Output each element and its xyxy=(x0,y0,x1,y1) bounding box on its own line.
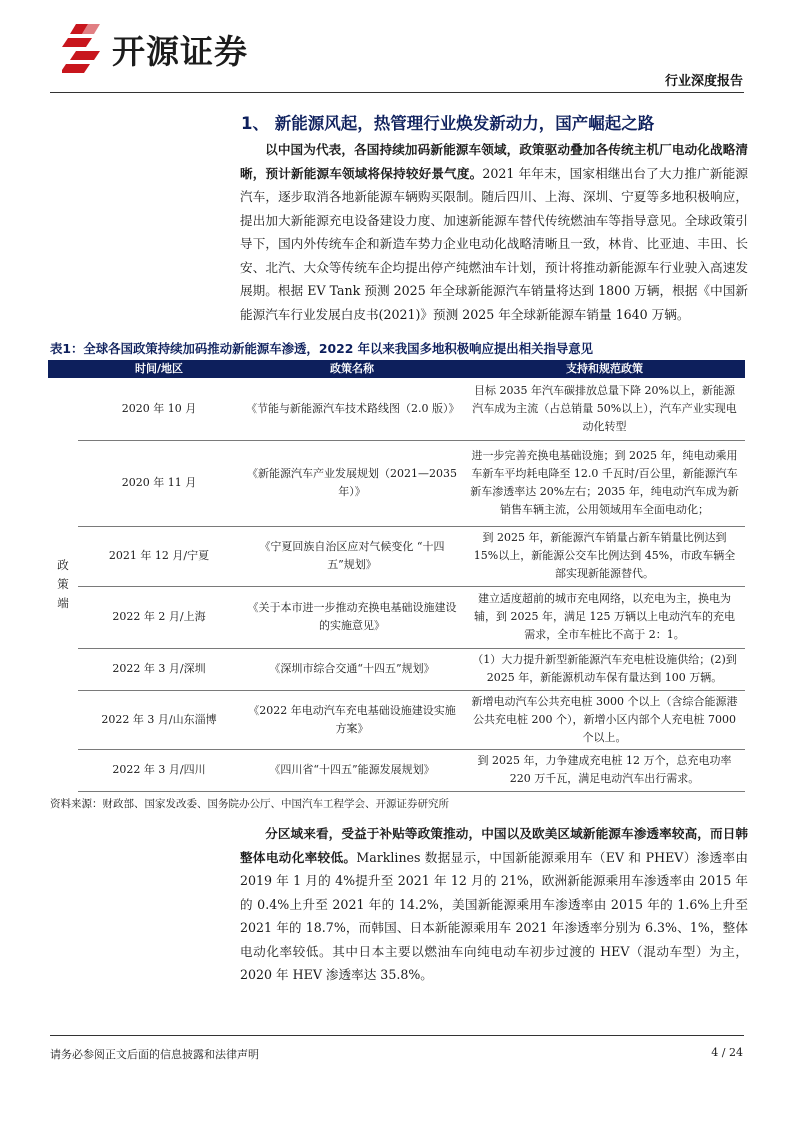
para1-lead: 以中国为代表，各国持续加码新能源车领域，政策驱动叠加各传统主机厂电动化战略清晰，预计新能源车领域将保持较好景气度。 xyxy=(240,142,748,181)
table-row xyxy=(48,749,745,791)
cell-name: 《宁夏回族自治区应对气候变化 “十四五”规划》 xyxy=(240,526,464,586)
header-divider xyxy=(50,92,744,93)
table-row xyxy=(48,378,745,440)
table-title: 表1：全球各国政策持续加码推动新能源车渗透，2022 年以来我国多地积极响应提出相关指导意见 xyxy=(50,341,594,356)
cell-name: 《关于本市进一步推动充换电基础设施建设的实施意见》 xyxy=(240,586,464,648)
footer-disclaimer: 请务必参阅正文后面的信息披露和法律声明 xyxy=(50,1048,259,1061)
para2-lead: 分区域来看，受益于补贴等政策推动，中国以及欧美区域新能源车渗透率较高，而日韩整体电动化率较低。 xyxy=(240,826,748,865)
para1-text: 2021 年年末，国家相继出台了大力推广新能源汽车，逐步取消各地新能源车辆购买限制。随后四川、上海、深圳、宁夏等多地积极响应，提出加大新能源充电设备建设力度、加速新能源车替代传统燃油车等指导意见。全球政策引导下，国内外传统车企和新造车势力企业电动化战略清晰且一致，林肯、比亚迪、丰田、长安、北汽、大众等传统车企均提出停产纯燃油车计划，预计将推动新能源车行业驶入高速发展期。根据 EV Tank 预测 2025 年全球新能源汽车销量将达到 1800 万辆，根据《中国新能源汽车行业发展白皮书(2021)》预测 2025 年全球新能源车销量 1640 万辆。 xyxy=(240,165,749,322)
footer-divider xyxy=(50,1035,744,1036)
cell-detail: （1）大力提升新型新能源汽车充电桩设施供给；(2)到 2025 年，新能源机动车保有量达到 100 万辆。 xyxy=(464,648,745,690)
cell-detail: 进一步完善充换电基础设施；到 2025 年，纯电动乘用车新车平均耗电降至 12.0 千瓦时/百公里，新能源汽车新车渗透率达 20%左右；2035 年，纯电动汽车成为新销售车辆主流，公用领域用车全面电动化； xyxy=(464,440,745,526)
cell-detail: 目标 2035 年汽车碳排放总量下降 20%以上，新能源汽车成为主流（占总销量 50%以上），汽车产业实现电动化转型 xyxy=(464,378,745,440)
cell-time: 2022 年 2 月/上海 xyxy=(78,586,240,648)
table-row xyxy=(48,648,745,690)
cell-detail: 到 2025 年，新能源汽车销量占新车销量比例达到 15%以上，新能源公交车比例达到 45%，市政车辆全部实现新能源替代。 xyxy=(464,526,745,586)
section-heading: 1、 新能源风起，热管理行业焕发新动力，国产崛起之路 xyxy=(241,114,655,133)
cell-detail: 建立适度超前的城市充电网络，以充电为主，换电为辅，到 2025 年，满足 125 万辆以上电动汽车的充电需求，全市车桩比不高于 2：1。 xyxy=(464,586,745,648)
cell-detail: 新增电动汽车公共充电桩 3000 个以上（含综合能源港公共充电桩 200 个），新增小区内部个人充电桩 7000 个以上。 xyxy=(464,690,745,749)
logo-mark-icon xyxy=(62,22,106,74)
side-label-text: 政策端 xyxy=(57,558,69,610)
header-policy-name: 政策名称 xyxy=(240,360,464,378)
body-paragraph-1 xyxy=(240,138,748,326)
cell-time: 2020 年 10 月 xyxy=(78,378,240,440)
cell-name: 《深圳市综合交通“十四五”规划》 xyxy=(240,648,464,690)
policy-table xyxy=(48,360,745,792)
report-type-label: 行业深度报告 xyxy=(664,74,743,89)
side-label xyxy=(48,378,78,791)
cell-time: 2022 年 3 月/四川 xyxy=(78,749,240,791)
cell-detail: 到 2025 年，力争建成充电桩 12 万个，总充电功率 220 万千瓦，满足电动汽车出行需求。 xyxy=(464,749,745,791)
cell-time: 2022 年 3 月/深圳 xyxy=(78,648,240,690)
table-row xyxy=(48,690,745,749)
cell-time: 2020 年 11 月 xyxy=(78,440,240,526)
cell-name: 《四川省“十四五”能源发展规划》 xyxy=(240,749,464,791)
header-policy-detail: 支持和规范政策 xyxy=(464,360,745,378)
body-paragraph-2 xyxy=(240,822,748,987)
table-source: 资料来源：财政部、国家发改委、国务院办公厅、中国汽车工程学会、开源证券研究所 xyxy=(50,797,449,810)
company-logo xyxy=(62,22,302,74)
table-row xyxy=(48,586,745,648)
logo-text: 开源证券 xyxy=(112,32,248,71)
cell-name: 《2022 年电动汽车充电基础设施建设实施方案》 xyxy=(240,690,464,749)
table-header-row xyxy=(48,360,745,378)
page-number: 4 / 24 xyxy=(711,1046,743,1059)
header-blank xyxy=(48,360,78,378)
cell-name: 《新能源汽车产业发展规划（2021—2035 年）》 xyxy=(240,440,464,526)
header-time: 时间/地区 xyxy=(78,360,240,378)
table-row xyxy=(48,440,745,526)
table-row xyxy=(48,526,745,586)
cell-name: 《节能与新能源汽车技术路线图（2.0 版）》 xyxy=(240,378,464,440)
cell-time: 2022 年 3 月/山东淄博 xyxy=(78,690,240,749)
para2-text: Marklines 数据显示，中国新能源乘用车（EV 和 PHEV）渗透率由 2019 年 1 月的 4%提升至 2021 年 12 月的 21%，欧洲新能源乘用车渗透率由 2015 年的 0.4%上升至 2021 年的 14.2%，美国新能源乘用车渗透率由 2015 年的 1.6%上升至 2021 年的 18.7%，而韩国、日本新能源乘用车 2021 年渗透率分别为 6.3%、1%，整体电动化率较低。其中日本主要以燃油车向纯电动车初步过渡的 HEV（混动车型）为主，2020 年 HEV 渗透率达 35.8%。 xyxy=(240,849,748,982)
cell-time: 2021 年 12 月/宁夏 xyxy=(78,526,240,586)
